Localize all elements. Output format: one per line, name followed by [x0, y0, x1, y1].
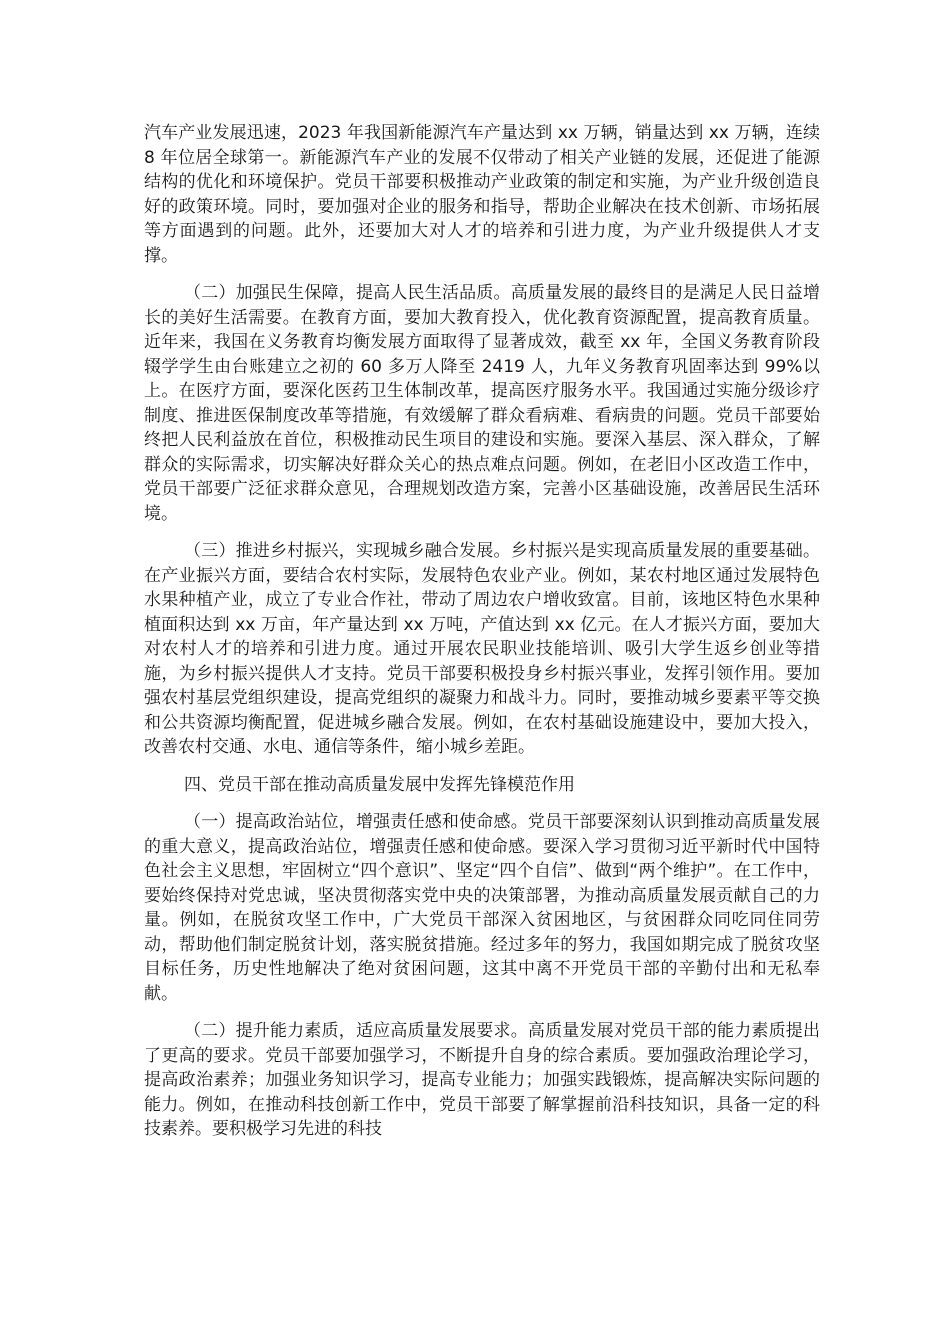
- paragraph-livelihood: （二）加强民生保障，提高人民生活品质。高质量发展的最终目的是满足人民日益增长的美好生活需要。在教育方面，要加大教育投入，优化教育资源配置，提高教育质量。近年来，我国在义务教育均衡发展方面取得了显著成效，截至 xx 年，全国义务教育阶段辍学学生由台账建立之初的 60 多万人降至 2419 人，九年义务教育巩固率达到 99%以上。在医疗方面，要深化医药卫生体制改革，提高医疗服务水平。我国通过实施分级诊疗制度、推进医保制度改革等措施，有效缓解了群众看病难、看病贵的问题。党员干部要始终把人民利益放在首位，积极推动民生项目的建设和实施。要深入基层、深入群众，了解群众的实际需求，切实解决好群众关心的热点难点问题。例如，在老旧小区改造工作中，党员干部要广泛征求群众意见，合理规划改造方案，完善小区基础设施，改善居民生活环境。: [144, 283, 820, 524]
- paragraph-capability: （二）提升能力素质，适应高质量发展要求。高质量发展对党员干部的能力素质提出了更高的要求。党员干部要加强学习，不断提升自身的综合素质。要加强政治理论学习，提高政治素养；加强业务知识学习，提高专业能力；加强实践锻炼，提高解决实际问题的能力。例如，在推动科技创新工作中，党员干部要了解掌握前沿科技知识，具备一定的科技素养。要积极学习先进的科技: [144, 1021, 820, 1139]
- document-body: [144, 121, 820, 1155]
- paragraph-rural-revitalization: （三）推进乡村振兴，实现城乡融合发展。乡村振兴是实现高质量发展的重要基础。在产业振兴方面，要结合农村实际，发展特色农业产业。例如，某农村地区通过发展特色水果种植产业，成立了专业合作社，带动了周边农户增收致富。目前，该地区特色水果种植面积达到 xx 万亩，年产量达到 xx 万吨，产值达到 xx 亿元。在人才振兴方面，要加大对农村人才的培养和引进力度。通过开展农民职业技能培训、吸引大学生返乡创业等措施，为乡村振兴提供人才支持。党员干部要积极投身乡村振兴事业，发挥引领作用。要加强农村基层党组织建设，提高党组织的凝聚力和战斗力。同时，要推动城乡要素平等交换和公共资源均衡配置，促进城乡融合发展。例如，在农村基础设施建设中，要加大投入，改善农村交通、水电、通信等条件，缩小城乡差距。: [144, 541, 820, 757]
- paragraph-political-stance: （一）提高政治站位，增强责任感和使命感。党员干部要深刻认识到推动高质量发展的重大意义，提高政治站位，增强责任感和使命感。要深入学习贯彻习近平新时代中国特色社会主义思想，牢固树立“四个意识”、坚定“四个自信”、做到“两个维护”。在工作中，要始终保持对党忠诚，坚决贯彻落实党中央的决策部署，为推动高质量发展贡献自己的力量。例如，在脱贫攻坚工作中，广大党员干部深入贫困地区，与贫困群众同吃同住同劳动，帮助他们制定脱贫计划，落实脱贫措施。经过多年的努力，我国如期完成了脱贫攻坚目标任务，历史性地解决了绝对贫困问题，这其中离不开党员干部的辛勤付出和无私奉献。: [144, 812, 820, 1004]
- section-heading-four: 四、党员干部在推动高质量发展中发挥先锋模范作用: [184, 774, 575, 795]
- paragraph-industry-upgrade: 汽车产业发展迅速，2023 年我国新能源汽车产量达到 xx 万辆，销量达到 xx 万辆，连续 8 年位居全球第一。新能源汽车产业的发展不仅带动了相关产业链的发展，还促进了能源结构的优化和环境保护。党员干部要积极推动产业政策的制定和实施，为产业升级创造良好的政策环境。同时，要加强对企业的服务和指导，帮助企业解决在技术创新、市场拓展等方面遇到的问题。此外，还要加大对人才的培养和引进力度，为产业升级提供人才支撑。: [144, 123, 820, 266]
